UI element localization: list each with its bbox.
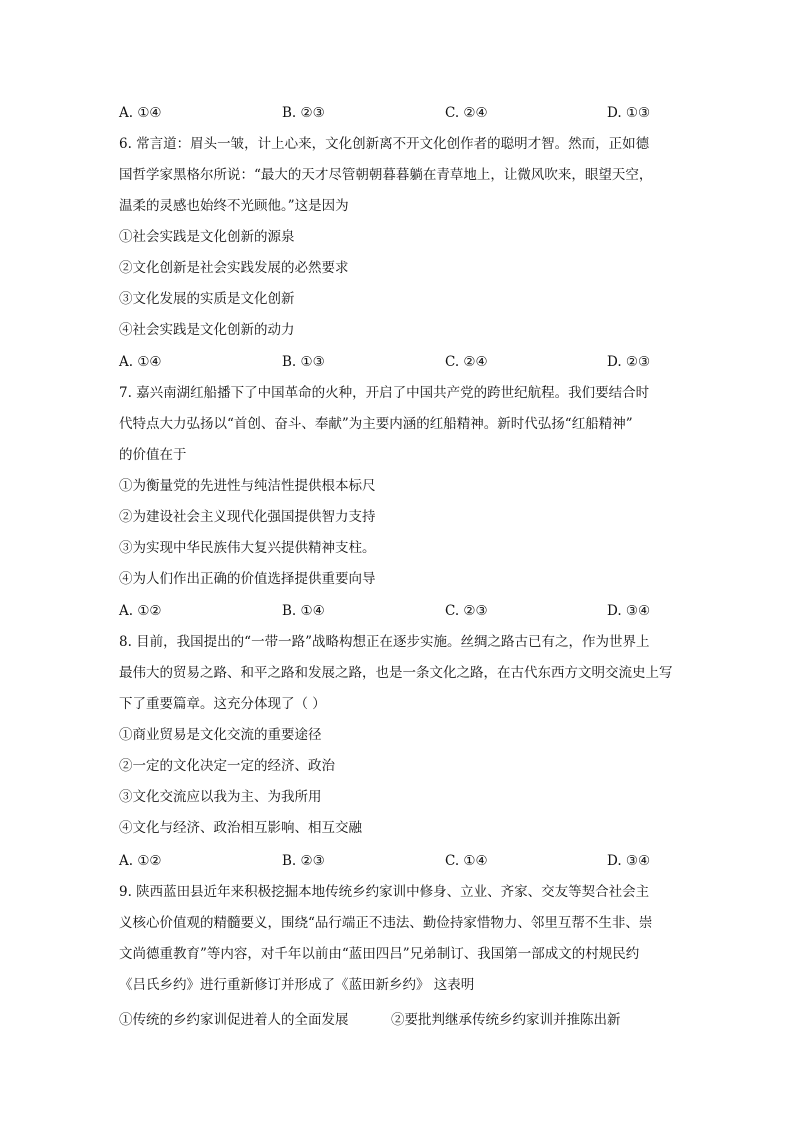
q6-statement: ①社会实践是文化创新的源泉 — [119, 229, 295, 245]
q6-option-a: A. ①④ — [119, 354, 162, 370]
q8-statements — [119, 720, 679, 844]
q7-options — [119, 601, 679, 621]
q5-option-a: A. ①④ — [119, 105, 162, 121]
q7-statement: ③为实现中华民族伟大复兴提供精神支柱。 — [119, 540, 376, 556]
q6-statements — [119, 222, 679, 346]
q9-stem-line: 义核心价值观的精髓要义，围绕“品行端正不违法、勤俭持家惜物力、邻里互帮不生非、崇 — [119, 915, 653, 931]
q5-option-d: D. ①③ — [607, 105, 651, 121]
q8-stem — [119, 627, 679, 720]
q7-stem-line: 的价值在于 — [119, 447, 187, 463]
q8-statement: ②一定的文化决定一定的经济、政治 — [119, 758, 335, 774]
q7-statements — [119, 471, 679, 595]
q7-option-b: B. ①④ — [282, 603, 325, 619]
q6-statement: ④社会实践是文化创新的动力 — [119, 322, 295, 338]
q9-statement: ①传统的乡约家训促进着人的全面发展 — [119, 1012, 349, 1028]
q8-option-a: A. ①② — [119, 853, 162, 869]
q7-option-a: A. ①② — [119, 603, 162, 619]
q6-stem-line: 国哲学家黑格尔所说：“最大的天才尽管朝朝暮暮躺在青草地上，让微风吹来，眼望天空， — [119, 167, 653, 183]
q5-options — [119, 103, 679, 123]
q6-stem — [119, 129, 679, 222]
q8-option-b: B. ②③ — [282, 853, 325, 869]
q9-stem — [119, 877, 679, 1001]
q5-option-b: B. ②③ — [282, 105, 325, 121]
q7-stem — [119, 378, 679, 471]
q9-stem-line: 文尚德重教育”等内容，对千年以前由“蓝田四吕”兄弟制订、我国第一部成文的村规民约 — [119, 946, 640, 962]
q8-stem-line: 下了重要篇章。这充分体现了（ ） — [119, 696, 326, 712]
q8-stem-line: 8. 目前，我国提出的“一带一路”战略构想正在逐步实施。丝绸之路古已有之，作为世界上 — [119, 634, 650, 650]
q8-option-d: D. ③④ — [607, 853, 651, 869]
q6-stem-line: 温柔的灵感也始终不光顾他。”这是因为 — [119, 198, 349, 214]
q8-statement: ④文化与经济、政治相互影响、相互交融 — [119, 820, 362, 836]
q7-statement: ②为建设社会主义现代化强国提供智力支持 — [119, 509, 376, 525]
q7-statement: ①为衡量党的先进性与纯洁性提供根本标尺 — [119, 478, 376, 494]
q8-options — [119, 851, 679, 871]
q9-stem-line: 9. 陕西蓝田县近年来积极挖掘本地传统乡约家训中修身、立业、齐家、交友等契合社会主 — [119, 884, 650, 900]
q6-option-c: C. ②④ — [445, 354, 488, 370]
q8-statement: ③文化交流应以我为主、为我所用 — [119, 789, 322, 805]
q9-stem-line: 《吕氏乡约》进行重新修订并形成了《蓝田新乡约》 这表明 — [119, 977, 475, 993]
q7-stem-line: 代特点大力弘扬以“首创、奋斗、奉献”为主要内涵的红船精神。新时代弘扬“红船精神” — [119, 416, 633, 432]
q6-option-b: B. ①③ — [282, 354, 325, 370]
q6-statement: ③文化发展的实质是文化创新 — [119, 291, 295, 307]
q9-statement: ②要批判继承传统乡约家训并推陈出新 — [391, 1012, 621, 1028]
q6-option-d: D. ②③ — [607, 354, 651, 370]
q6-stem-line: 6. 常言道：眉头一皱，计上心来，文化创新离不开文化创作者的聪明才智。然而，正如德 — [119, 136, 650, 152]
q7-stem-line: 7. 嘉兴南湖红船播下了中国革命的火种，开启了中国共产党的跨世纪航程。我们要结合时 — [119, 385, 650, 401]
q7-option-d: D. ③④ — [607, 603, 651, 619]
q5-option-c: C. ②④ — [445, 105, 488, 121]
q7-option-c: C. ②③ — [445, 603, 488, 619]
q8-stem-line: 最伟大的贸易之路、和平之路和发展之路，也是一条文化之路，在古代东西方文明交流史上写 — [119, 665, 673, 681]
q6-statement: ②文化创新是社会实践发展的必然要求 — [119, 260, 349, 276]
q6-options — [119, 352, 679, 372]
q7-statement: ④为人们作出正确的价值选择提供重要向导 — [119, 571, 376, 587]
q8-statement: ①商业贸易是文化交流的重要途径 — [119, 727, 322, 743]
q8-option-c: C. ①④ — [445, 853, 488, 869]
